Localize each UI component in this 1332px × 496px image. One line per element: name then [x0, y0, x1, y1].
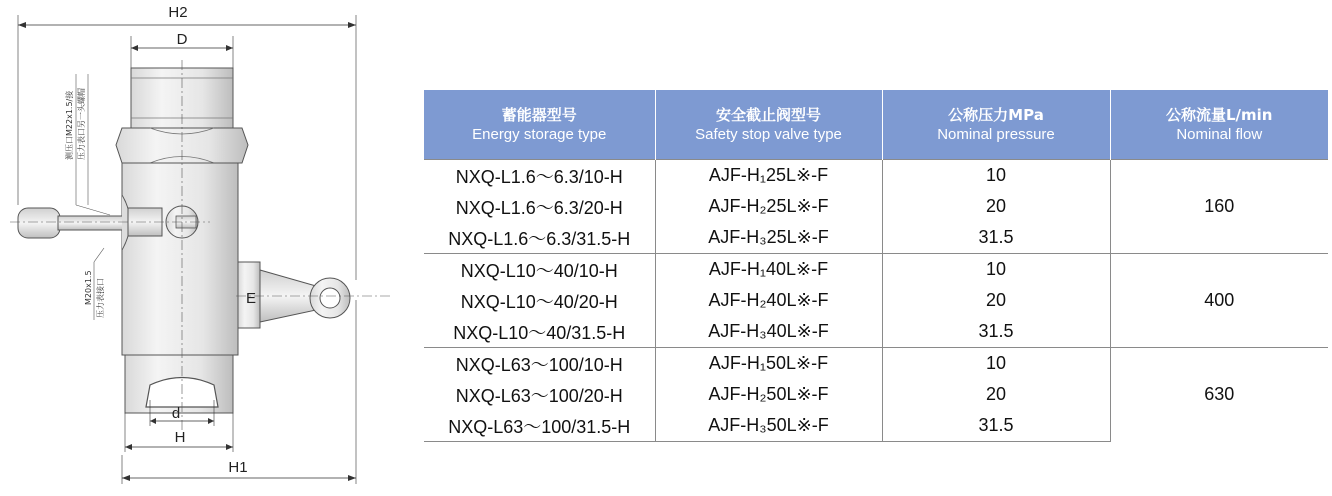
dim-label-d-lower: d — [171, 405, 181, 422]
cell-valve-type: AJF-H₃25L※-F — [655, 222, 882, 254]
cell-storage-type: NXQ-L63～100/10-H — [424, 348, 655, 380]
cell-storage-type: NXQ-L1.6～6.3/10-H — [424, 160, 655, 192]
dim-label-h: H — [174, 429, 186, 446]
cell-storage-type: NXQ-L10～40/20-H — [460, 291, 618, 312]
header-nominal-flow: 公称流量L/min Nominal flow — [1110, 90, 1328, 160]
table-header-row — [424, 90, 1328, 160]
table-row — [424, 254, 1328, 286]
cell-flow: 400 — [1110, 254, 1328, 348]
spec-table — [424, 90, 1328, 442]
cell-valve-type: AJF-H₂25L※-F — [655, 191, 882, 222]
cell-valve-type: AJF-H₂40L※-F — [655, 285, 882, 316]
dim-label-d-upper: D — [176, 31, 188, 48]
cell-valve-type: AJF-H₃50L※-F — [655, 410, 882, 442]
svg-text:E: E — [246, 290, 257, 307]
cell-pressure: 31.5 — [882, 222, 1110, 254]
cell-storage-type: NXQ-L63～100/20-H — [455, 385, 623, 406]
cell-valve-type: AJF-H₁50L※-F — [655, 348, 882, 380]
cell-pressure: 31.5 — [882, 316, 1110, 348]
cell-storage-type: NXQ-L1.6～6.3/31.5-H — [448, 228, 631, 249]
right-handle — [238, 262, 350, 328]
side-note-2: 压力表口另一头螺帽 — [77, 88, 86, 160]
valve-body — [122, 163, 238, 355]
cell-valve-type: AJF-H₁40L※-F — [655, 254, 882, 286]
header-storage-type: 蓄能器型号 Energy storage type — [424, 90, 655, 160]
cell-pressure: 20 — [882, 379, 1110, 410]
cell-valve-type: AJF-H₃40L※-F — [655, 316, 882, 348]
table-row — [424, 160, 1328, 192]
cell-storage-type: NXQ-L10～40/31.5-H — [453, 322, 626, 343]
header-valve-type: 安全截止阀型号 Safety stop valve type — [655, 90, 882, 160]
cell-valve-type: AJF-H₂50L※-F — [655, 379, 882, 410]
cell-pressure: 10 — [882, 348, 1110, 380]
cell-valve-type: AJF-H₁25L※-F — [655, 160, 882, 192]
cell-pressure: 10 — [882, 254, 1110, 286]
cell-storage-type: NXQ-L1.6～6.3/20-H — [455, 197, 623, 218]
cell-storage-type: NXQ-L63～100/31.5-H — [424, 410, 655, 442]
cell-pressure: 20 — [882, 285, 1110, 316]
side-notes — [64, 74, 110, 320]
dim-label-h1: H1 — [228, 459, 248, 476]
cell-storage-type: NXQ-L10～40/10-H — [424, 254, 655, 286]
side-note-3: M20x1.5 — [84, 270, 93, 305]
cell-pressure: 31.5 — [882, 410, 1110, 442]
dim-label-h2: H2 — [168, 4, 188, 21]
cell-flow: 630 — [1110, 348, 1328, 442]
header-nominal-pressure: 公称压力MPa Nominal pressure — [882, 90, 1110, 160]
cell-pressure: 20 — [882, 191, 1110, 222]
side-note-1: 测压口M22x1.5/接 — [65, 90, 74, 160]
cell-flow: 160 — [1110, 160, 1328, 254]
table-row — [424, 348, 1328, 380]
side-note-4: 压力表接口 — [96, 278, 105, 318]
cell-pressure: 10 — [882, 160, 1110, 192]
valve-technical-drawing — [0, 0, 400, 496]
